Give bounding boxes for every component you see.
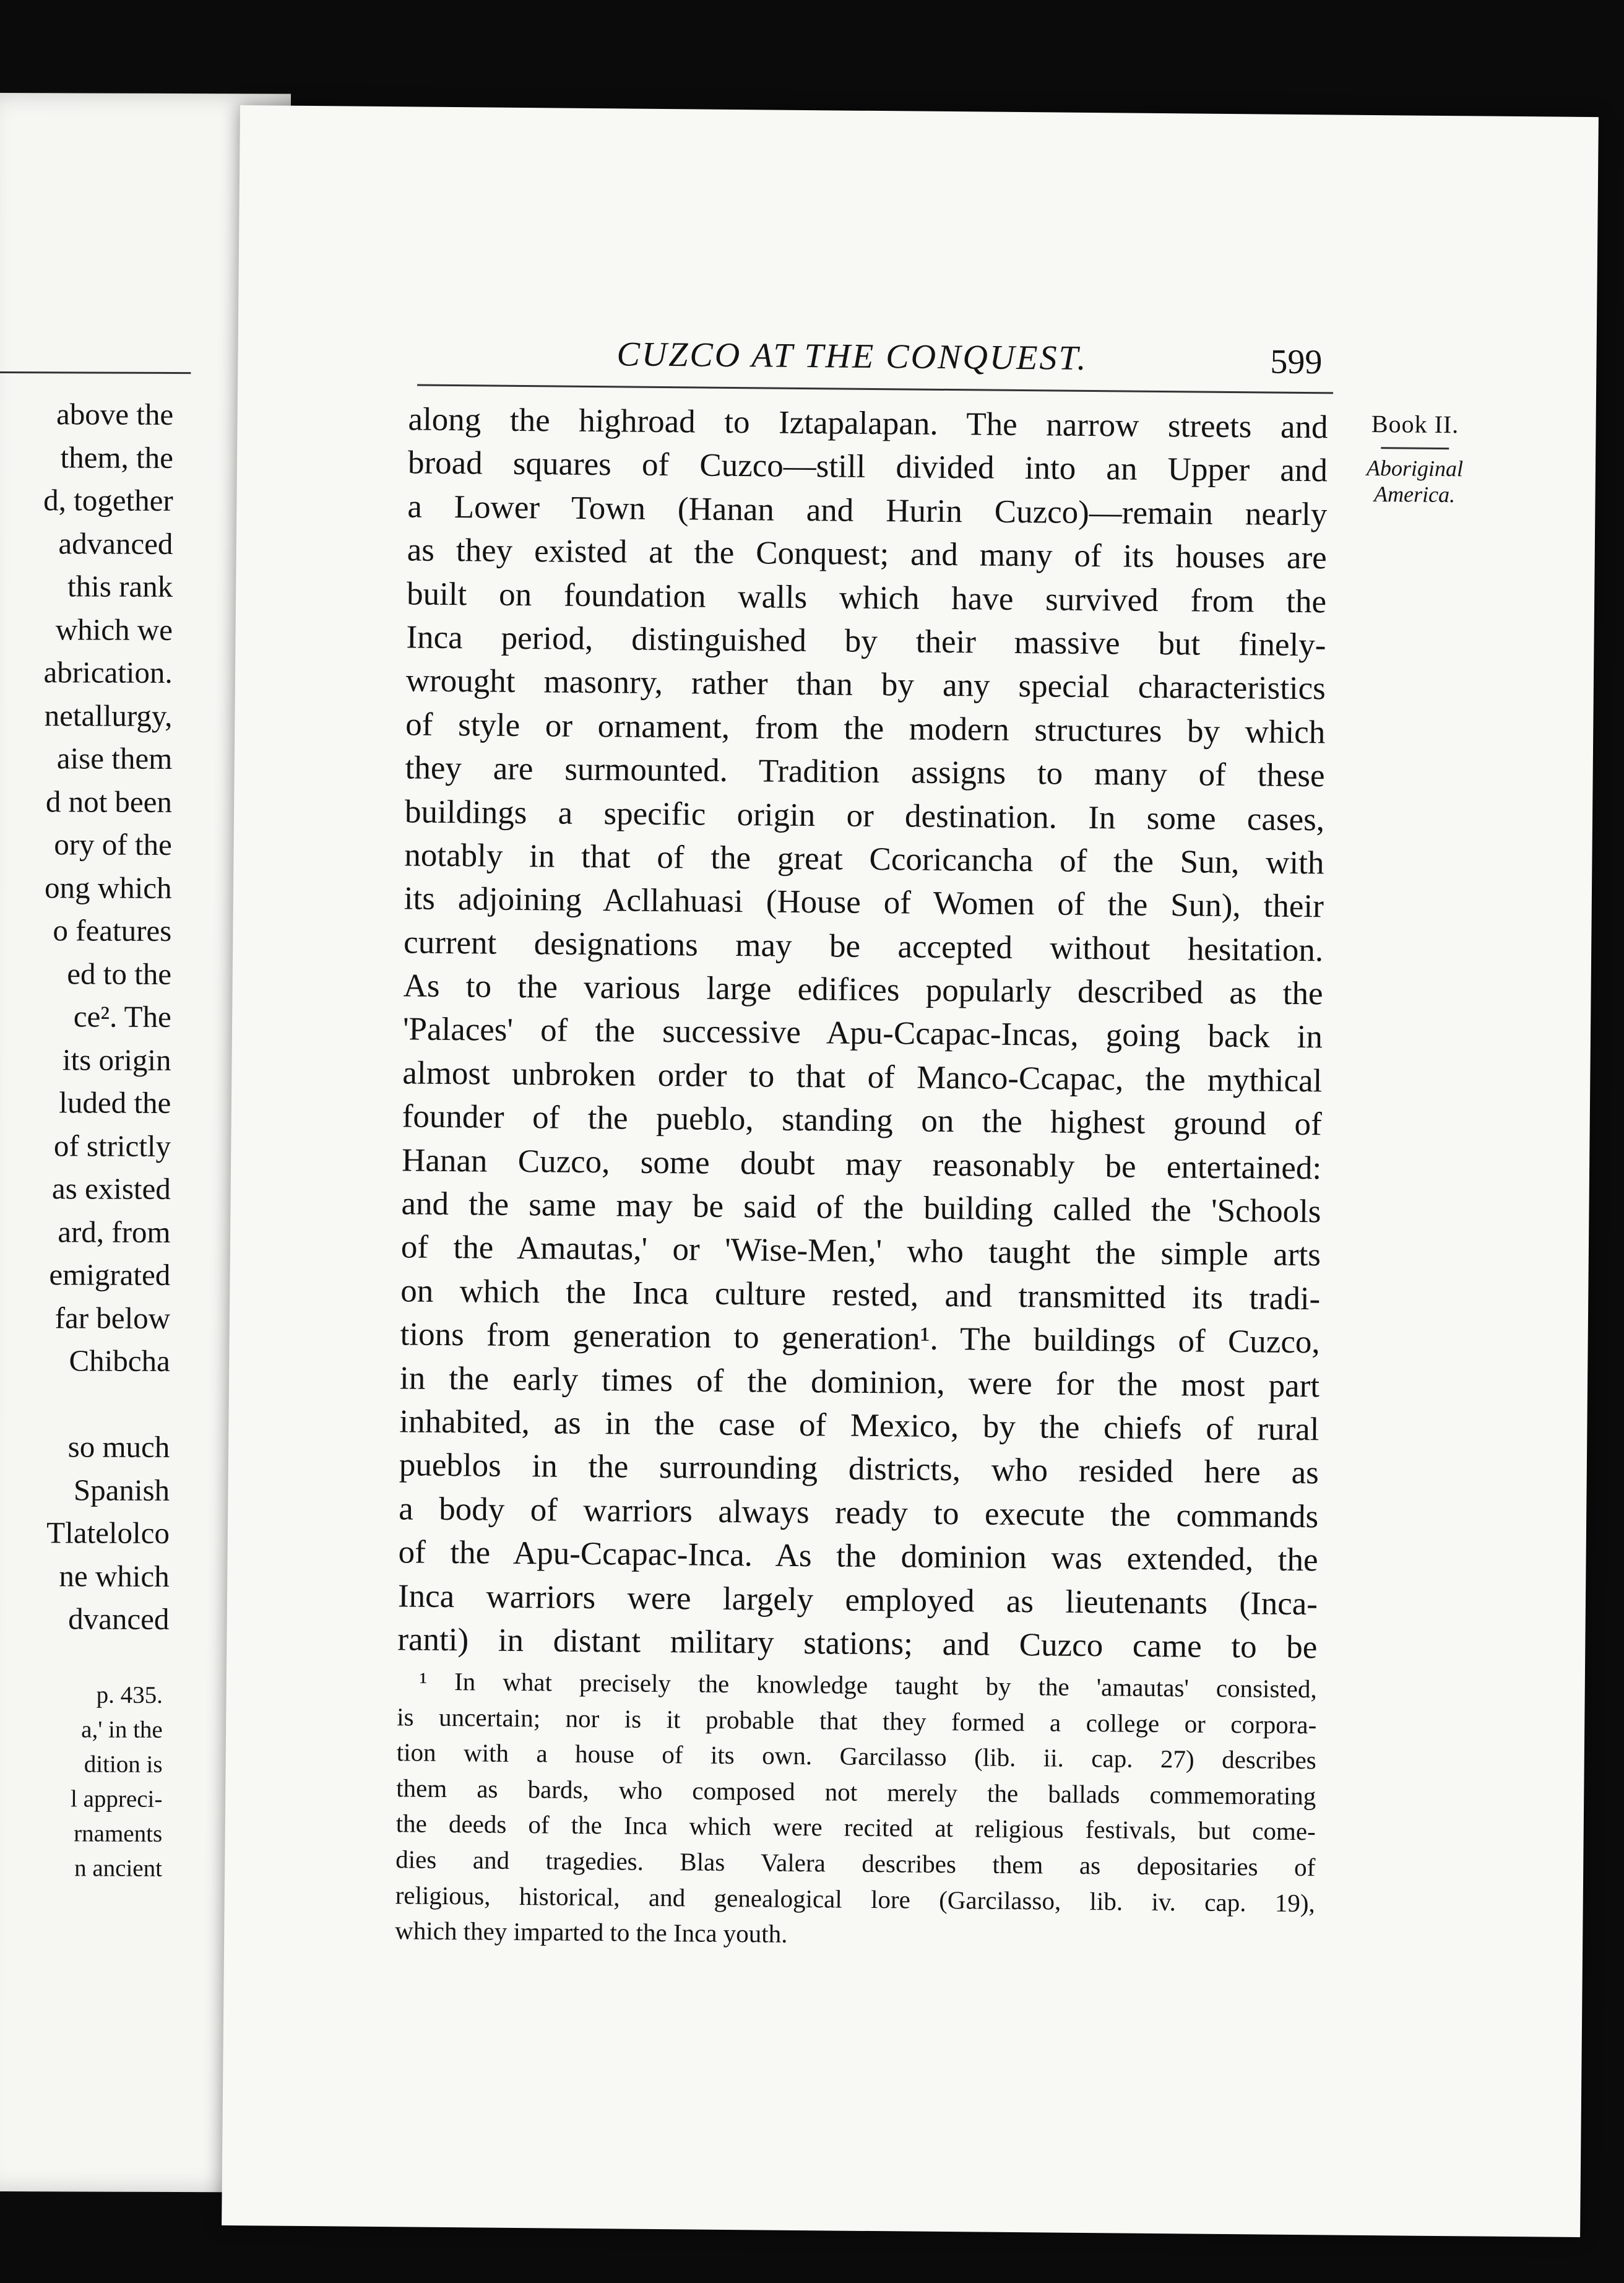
left-page-line: ne which: [59, 1558, 170, 1593]
left-page-line: ory of the: [54, 827, 172, 862]
footnote-line: dies and tragedies. Blas Valera describes them as depositaries of: [395, 1845, 1316, 1882]
page-number: 599: [1270, 342, 1323, 382]
left-page-line: ce². The: [73, 999, 171, 1034]
left-page-line: of strictly: [53, 1128, 171, 1163]
left-page-line: Spanish: [73, 1472, 170, 1507]
left-page-line: advanced: [58, 526, 173, 561]
body-line: its adjoining Acllahuasi (House of Women of the Sun), their: [404, 880, 1324, 925]
body-line: built on foundation walls which have survived from the: [406, 575, 1327, 620]
body-line: and the same may be said of the building called the 'Schools: [401, 1185, 1321, 1230]
margin-subtitle-line2: America.: [1373, 482, 1456, 508]
left-page-line: aise them: [56, 741, 173, 776]
body-line: As to the various large edifices popularly described as the: [403, 968, 1323, 1012]
body-line: current designations may be accepted without hesitation.: [403, 924, 1324, 969]
left-page-header-rule: [0, 371, 191, 374]
body-line: pueblos in the surrounding districts, who resided here as: [399, 1447, 1320, 1491]
left-page-line: ed to the: [67, 956, 172, 991]
body-line: 'Palaces' of the successive Apu-Ccapac-Incas, going back in: [402, 1011, 1323, 1055]
left-page-line: dvanced: [68, 1601, 170, 1636]
body-line: tions from generation to generation¹. The buildings of Cuzco,: [400, 1316, 1320, 1361]
body-line: as they existed at the Conquest; and many of its houses are: [407, 532, 1327, 576]
left-page-line: so much: [67, 1429, 170, 1464]
left-page-footnote-line: a,' in the: [81, 1716, 163, 1743]
footnote-line: the deeds of the Inca which were recited at religious festivals, but come-: [395, 1809, 1316, 1846]
margin-book-label: Book II.: [1371, 409, 1459, 439]
left-page-line: above the: [56, 397, 174, 431]
footnote-line: is uncertain; nor is it probable that they formed a college or corpora-: [397, 1702, 1317, 1739]
running-title: CUZCO AT THE CONQUEST.: [616, 335, 1088, 378]
body-line: of the Apu-Ccapac-Inca. As the dominion was extended, the: [398, 1534, 1318, 1579]
header-rule: [417, 384, 1333, 394]
margin-note: [1355, 409, 1474, 508]
body-line: inhabited, as in the case of Mexico, by the chiefs of rural: [399, 1403, 1320, 1448]
body-line: ranti) in distant military stations; and Cuzco came to be: [397, 1621, 1318, 1666]
left-page-line: ong which: [44, 870, 172, 905]
body-line: a Lower Town (Hanan and Hurin Cuzco)—remain nearly: [407, 488, 1328, 533]
footnote-line: which they imparted to the Inca youth.: [395, 1916, 788, 1948]
left-page-text: [0, 93, 291, 1636]
footnote-line: them as bards, who composed not merely the ballads commemorating: [396, 1774, 1316, 1811]
footnote-line: ¹ In what precisely the knowledge taught by the 'amautas' consisted,: [419, 1666, 1317, 1704]
left-page-line: its origin: [62, 1042, 171, 1077]
left-page-line: them, the: [60, 440, 174, 475]
left-page-line: d, together: [43, 483, 173, 518]
left-page-line: emigrated: [49, 1257, 171, 1292]
body-line: Hanan Cuzco, some doubt may reasonably be entertained:: [401, 1142, 1322, 1186]
left-page-line: d not been: [45, 784, 173, 819]
body-line: Inca period, distinguished by their massive but finely-: [406, 619, 1326, 664]
body-line: of style or ornament, from the modern structures by which: [405, 706, 1326, 751]
body-line: broad squares of Cuzco—still divided into an Upper and: [407, 444, 1328, 489]
body-line: buildings a specific origin or destination. In some cases,: [404, 793, 1325, 838]
left-page-footnote-line: n ancient: [74, 1855, 163, 1882]
margin-subtitle-line1: Aboriginal: [1366, 455, 1464, 482]
body-line: almost unbroken order to that of Manco-Ccapac, the mythical: [402, 1055, 1323, 1099]
left-page-line: Tlatelolco: [46, 1515, 170, 1550]
body-line: founder of the pueblo, standing on the highest ground of: [402, 1098, 1322, 1143]
body-line: on which the Inca culture rested, and transmitted its tradi-: [400, 1273, 1321, 1317]
left-page-line: abrication.: [43, 655, 173, 690]
left-page-line: Chibcha: [69, 1343, 170, 1378]
left-page-line: as existed: [51, 1171, 171, 1206]
book-page: [222, 105, 1599, 2237]
left-page-line: which we: [55, 612, 173, 647]
left-page-line: luded the: [59, 1085, 171, 1120]
body-line: of the Amautas,' or 'Wise-Men,' who taught the simple arts: [400, 1229, 1321, 1273]
footnote-line: religious, historical, and genealogical lore (Garcilasso, lib. iv. cap. 19),: [395, 1880, 1315, 1917]
footnotes: [395, 1663, 1317, 1957]
body-line: along the highroad to Iztapalapan. The narrow streets and: [408, 401, 1328, 446]
left-page-line: o features: [53, 913, 172, 948]
left-page-footnote-line: rnaments: [74, 1820, 163, 1847]
body-line: wrought masonry, rather than by any special characteristics: [405, 662, 1326, 707]
left-page-line: ard, from: [58, 1214, 171, 1249]
body-line: notably in that of the great Ccoricancha of the Sun, with: [404, 837, 1324, 882]
body-line: a body of warriors always ready to execute the commands: [398, 1491, 1319, 1535]
left-page-footnote-line: l appreci-: [70, 1785, 163, 1813]
margin-rule: [1381, 447, 1449, 449]
body-line: in the early times of the dominion, were for the most part: [399, 1359, 1320, 1404]
left-page-footnote-line: dition is: [84, 1751, 163, 1778]
left-page-footnote-line: p. 435.: [96, 1681, 163, 1709]
footnote-line: tion with a house of its own. Garcilasso (lib. ii. cap. 27) describes: [396, 1738, 1316, 1775]
left-page-line: this rank: [67, 569, 173, 604]
body-line: they are surmounted. Tradition assigns to many of these: [405, 750, 1325, 794]
body-line: Inca warriors were largely employed as lieutenants (Inca-: [397, 1577, 1318, 1622]
left-page-line: far below: [54, 1300, 171, 1335]
body-text: [397, 397, 1328, 1669]
left-page-line: netallurgy,: [44, 698, 173, 733]
